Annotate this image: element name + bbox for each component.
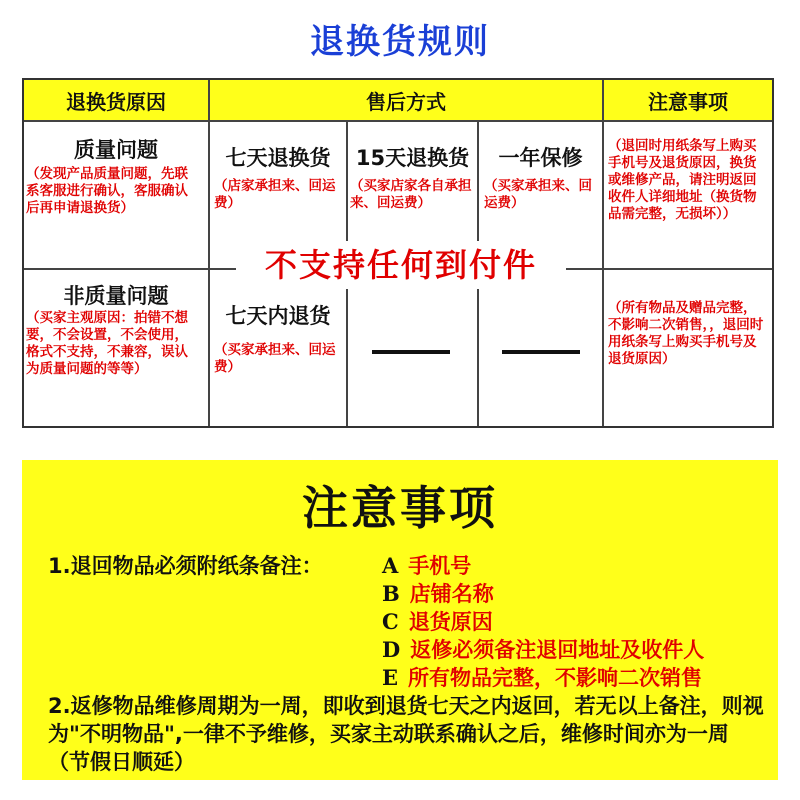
note-option-e	[382, 662, 702, 692]
option-letter: C	[382, 609, 399, 634]
fifteen-day-return-exchange-title: 15天退换货	[355, 146, 470, 170]
reason-quality-label: 质量问题	[74, 138, 158, 162]
notice-non-quality: （所有物品及赠品完整，不影响二次销售，，退回时用纸条写上购买手机号及退货原因）	[608, 300, 764, 367]
grid-line	[208, 80, 210, 426]
no-cod-banner: 不支持任何到付件	[236, 241, 566, 289]
reason-non-quality-label: 非质量问题	[63, 284, 169, 308]
notes-panel	[22, 460, 778, 780]
option-letter: A	[382, 553, 399, 578]
reason-quality-note: （发现产品质量问题，先联系客服进行确认，客服确认后再申请退换货）	[26, 166, 188, 216]
header-reason: 退换货原因	[24, 80, 208, 120]
not-applicable-dash	[502, 350, 580, 354]
note-option-d	[382, 634, 704, 664]
one-year-warranty-title: 一年保修	[498, 146, 583, 170]
note-item-1: 1.退回物品必须附纸条备注：	[48, 554, 323, 578]
grid-line	[24, 120, 772, 122]
seven-day-return-exchange-note: （店家承担来、回运费）	[214, 178, 336, 211]
option-text: 手机号	[408, 554, 472, 578]
option-text: 店铺名称	[409, 582, 494, 606]
option-letter: D	[382, 637, 401, 662]
note-option-a	[382, 550, 471, 580]
note-option-b	[382, 578, 494, 608]
header-service: 售后方式	[210, 80, 602, 120]
seven-day-return	[210, 300, 346, 330]
notice-quality: （退回时用纸条写上购买手机号及退货原因，换货或维修产品，请注明返回收件人详细地址（换货物品需完整，无损坏））	[608, 138, 757, 222]
fifteen-day-return-exchange	[348, 142, 477, 172]
not-applicable-dash	[372, 350, 450, 354]
page-title: 退换货规则	[310, 22, 490, 62]
seven-day-return-exchange-title: 七天退换货	[225, 146, 331, 170]
one-year-warranty-note: （买家承担来、回运费）	[484, 178, 592, 211]
option-text: 退货原因	[408, 610, 493, 634]
one-year-warranty	[479, 142, 602, 172]
reason-quality	[24, 134, 208, 164]
option-letter: B	[382, 581, 400, 606]
seven-day-return-note: （买家承担来、回运费）	[214, 342, 336, 375]
reason-non-quality-note: （买家主观原因：拍错不想要，不会设置，不会使用，格式不支持，不兼容，误认为质量问题的等等）	[26, 310, 188, 377]
option-letter: E	[382, 665, 399, 690]
option-text: 所有物品完整，不影响二次销售	[408, 666, 703, 690]
note-option-c	[382, 606, 493, 636]
note-item-2: 2.返修物品维修周期为一周，即收到退货七天之内返回，若无以上备注，则视为"不明物品",一律不予维修，买家主动联系确认之后，维修时间亦为一周（节假日顺延）	[48, 694, 764, 774]
seven-day-return-title: 七天内退货	[225, 304, 331, 328]
grid-line	[602, 80, 604, 426]
header-notice: 注意事项	[604, 80, 772, 120]
reason-non-quality	[24, 280, 208, 310]
fifteen-day-return-exchange-note: （买家店家各自承担来、回运费）	[350, 178, 472, 211]
seven-day-return-exchange	[210, 142, 346, 172]
option-text: 返修必须备注退回地址及收件人	[410, 638, 705, 662]
notes-title: 注意事项	[302, 481, 498, 535]
